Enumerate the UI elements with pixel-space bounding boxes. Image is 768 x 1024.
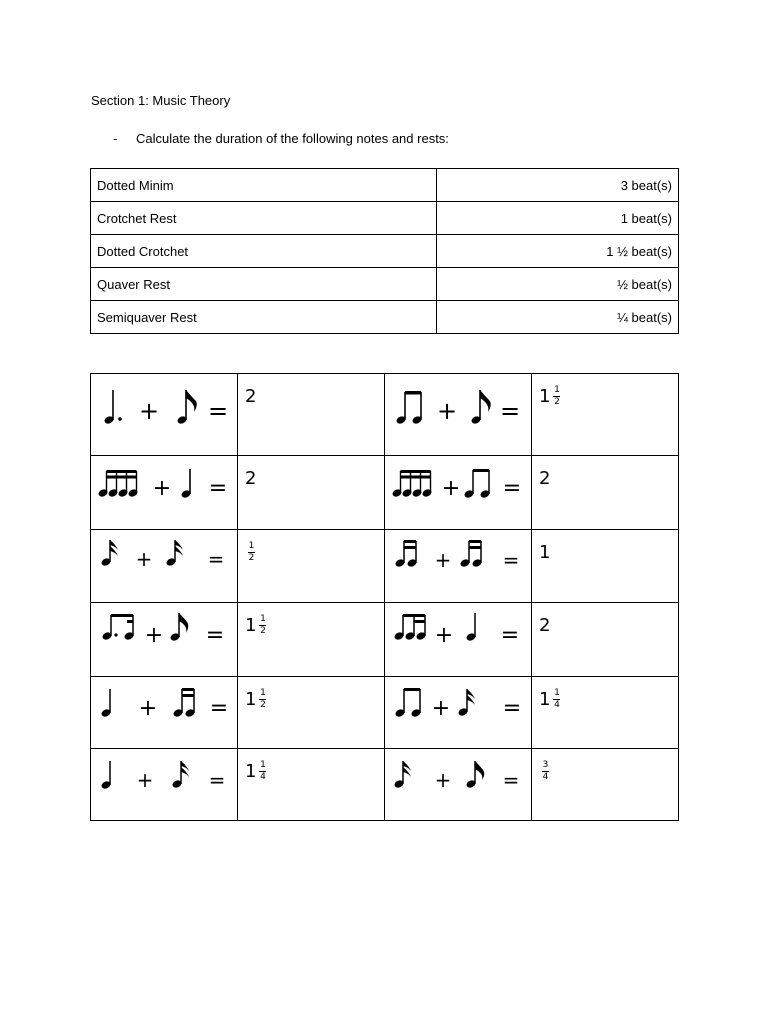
- table-row: [91, 374, 679, 456]
- answer-fraction: $\frac{3}{4}$: [542, 760, 549, 782]
- equals-sign: =: [205, 623, 225, 648]
- table-row: [91, 456, 679, 530]
- quaver-icon: [470, 390, 490, 425]
- equals-sign: =: [209, 696, 229, 721]
- answer-whole: 1: [245, 761, 257, 782]
- equals-sign: =: [208, 476, 228, 501]
- equals-sign: =: [502, 476, 522, 501]
- note-duration: 3 beat(s): [437, 169, 679, 202]
- table-row: [91, 530, 679, 603]
- semiquaver-icon: [165, 540, 183, 567]
- answer-fraction: $\frac{1}{4}$: [260, 760, 266, 782]
- table-row: [91, 268, 679, 301]
- section-title: Section 1: Music Theory: [91, 93, 231, 108]
- semiquaver-icon: [100, 540, 118, 567]
- equals-sign: =: [502, 548, 520, 572]
- answer-cell: [238, 749, 385, 821]
- plus-sign: +: [434, 768, 452, 792]
- plus-sign: +: [434, 623, 454, 648]
- semiquaver-icon: [457, 689, 475, 717]
- answer-fraction: $\frac{1}{4}$: [554, 688, 560, 710]
- plus-sign: +: [136, 768, 154, 792]
- answer-cell: [532, 456, 679, 530]
- note-equation: [385, 749, 532, 821]
- answer-cell: [238, 603, 385, 677]
- answer-cell: [532, 749, 679, 821]
- equals-sign: =: [207, 397, 229, 425]
- equals-sign: =: [499, 397, 521, 425]
- note-sum-table: [90, 373, 679, 821]
- note-duration: 1 beat(s): [437, 202, 679, 235]
- semiquaver-group-icon: [97, 470, 138, 498]
- answer-fraction: $\frac{1}{2}$: [260, 688, 266, 710]
- answer-cell: [532, 374, 679, 456]
- answer-whole: 2: [539, 615, 551, 636]
- note-equation: [385, 603, 532, 677]
- quaver-icon: [465, 761, 484, 789]
- answer-whole: 1: [539, 689, 551, 710]
- answer-cell: [238, 456, 385, 530]
- equals-sign: =: [502, 696, 522, 721]
- quaver-two-semiquavers-icon: [393, 614, 426, 641]
- answer-cell: [238, 530, 385, 603]
- bullet-dash: -: [113, 131, 118, 146]
- plus-sign: +: [152, 476, 172, 501]
- note-equation: [91, 374, 238, 456]
- crotchet-icon: [465, 613, 476, 642]
- dotted-crotchet-icon: [103, 390, 121, 425]
- plus-sign: +: [138, 397, 160, 425]
- table-row: [91, 202, 679, 235]
- note-equation: [91, 603, 238, 677]
- note-equation: [385, 530, 532, 603]
- table-row: [91, 749, 679, 821]
- answer-cell: [238, 374, 385, 456]
- quaver-pair-icon: [395, 391, 422, 425]
- note-equation: [91, 677, 238, 749]
- equals-sign: =: [208, 768, 226, 792]
- plus-sign: +: [431, 696, 451, 721]
- crotchet-icon: [100, 689, 111, 718]
- dotted-quaver-semiquaver-icon: [101, 614, 134, 641]
- note-name: Quaver Rest: [91, 268, 437, 301]
- answer-whole: 1: [245, 689, 257, 710]
- equals-sign: =: [500, 623, 520, 648]
- answer-whole: 1: [245, 615, 257, 636]
- quaver-icon: [176, 390, 196, 425]
- note-equation: [385, 374, 532, 456]
- table-row: [91, 301, 679, 334]
- note-equation: [91, 530, 238, 603]
- plus-sign: +: [436, 397, 458, 425]
- answer-cell: [532, 530, 679, 603]
- equals-sign: =: [502, 768, 520, 792]
- semiquaver-group-icon: [391, 470, 432, 498]
- table-row: [91, 169, 679, 202]
- answer-cell: [532, 677, 679, 749]
- semiquaver-icon: [393, 761, 411, 789]
- semiquaver-pair-icon: [172, 688, 195, 718]
- answer-fraction: $\frac{1}{2}$: [248, 541, 255, 563]
- quaver-icon: [169, 613, 188, 642]
- crotchet-icon: [100, 761, 111, 790]
- answer-cell: [238, 677, 385, 749]
- note-equation: [91, 749, 238, 821]
- semiquaver-pair-icon: [459, 540, 482, 568]
- semiquaver-icon: [171, 761, 189, 789]
- quaver-pair-icon: [394, 688, 421, 718]
- answer-fraction: $\frac{1}{2}$: [260, 614, 266, 636]
- plus-sign: +: [135, 547, 153, 571]
- answer-whole: 2: [245, 386, 257, 407]
- note-name: Semiquaver Rest: [91, 301, 437, 334]
- table-row: [91, 603, 679, 677]
- equals-sign: =: [207, 547, 225, 571]
- note-duration: 1 ½ beat(s): [437, 235, 679, 268]
- table-row: [91, 677, 679, 749]
- quaver-pair-icon: [463, 469, 490, 499]
- duration-table: [90, 168, 679, 334]
- note-equation: [91, 456, 238, 530]
- plus-sign: +: [138, 696, 158, 721]
- plus-sign: +: [441, 476, 461, 501]
- table-row: [91, 235, 679, 268]
- answer-whole: 2: [539, 468, 551, 489]
- note-duration: ½ beat(s): [437, 268, 679, 301]
- note-duration: ¼ beat(s): [437, 301, 679, 334]
- answer-whole: 2: [245, 468, 257, 489]
- answer-whole: 1: [539, 542, 551, 563]
- answer-whole: 1: [539, 386, 551, 407]
- answer-cell: [532, 603, 679, 677]
- instruction: [113, 131, 449, 146]
- note-name: Crotchet Rest: [91, 202, 437, 235]
- semiquaver-pair-icon: [394, 540, 417, 568]
- plus-sign: +: [434, 548, 452, 572]
- plus-sign: +: [144, 623, 164, 648]
- answer-fraction: $\frac{1}{2}$: [554, 385, 560, 407]
- note-name: Dotted Crotchet: [91, 235, 437, 268]
- instruction-text: Calculate the duration of the following notes and rests:: [136, 131, 449, 146]
- note-name: Dotted Minim: [91, 169, 437, 202]
- note-equation: [385, 456, 532, 530]
- note-equation: [385, 677, 532, 749]
- crotchet-icon: [180, 469, 191, 499]
